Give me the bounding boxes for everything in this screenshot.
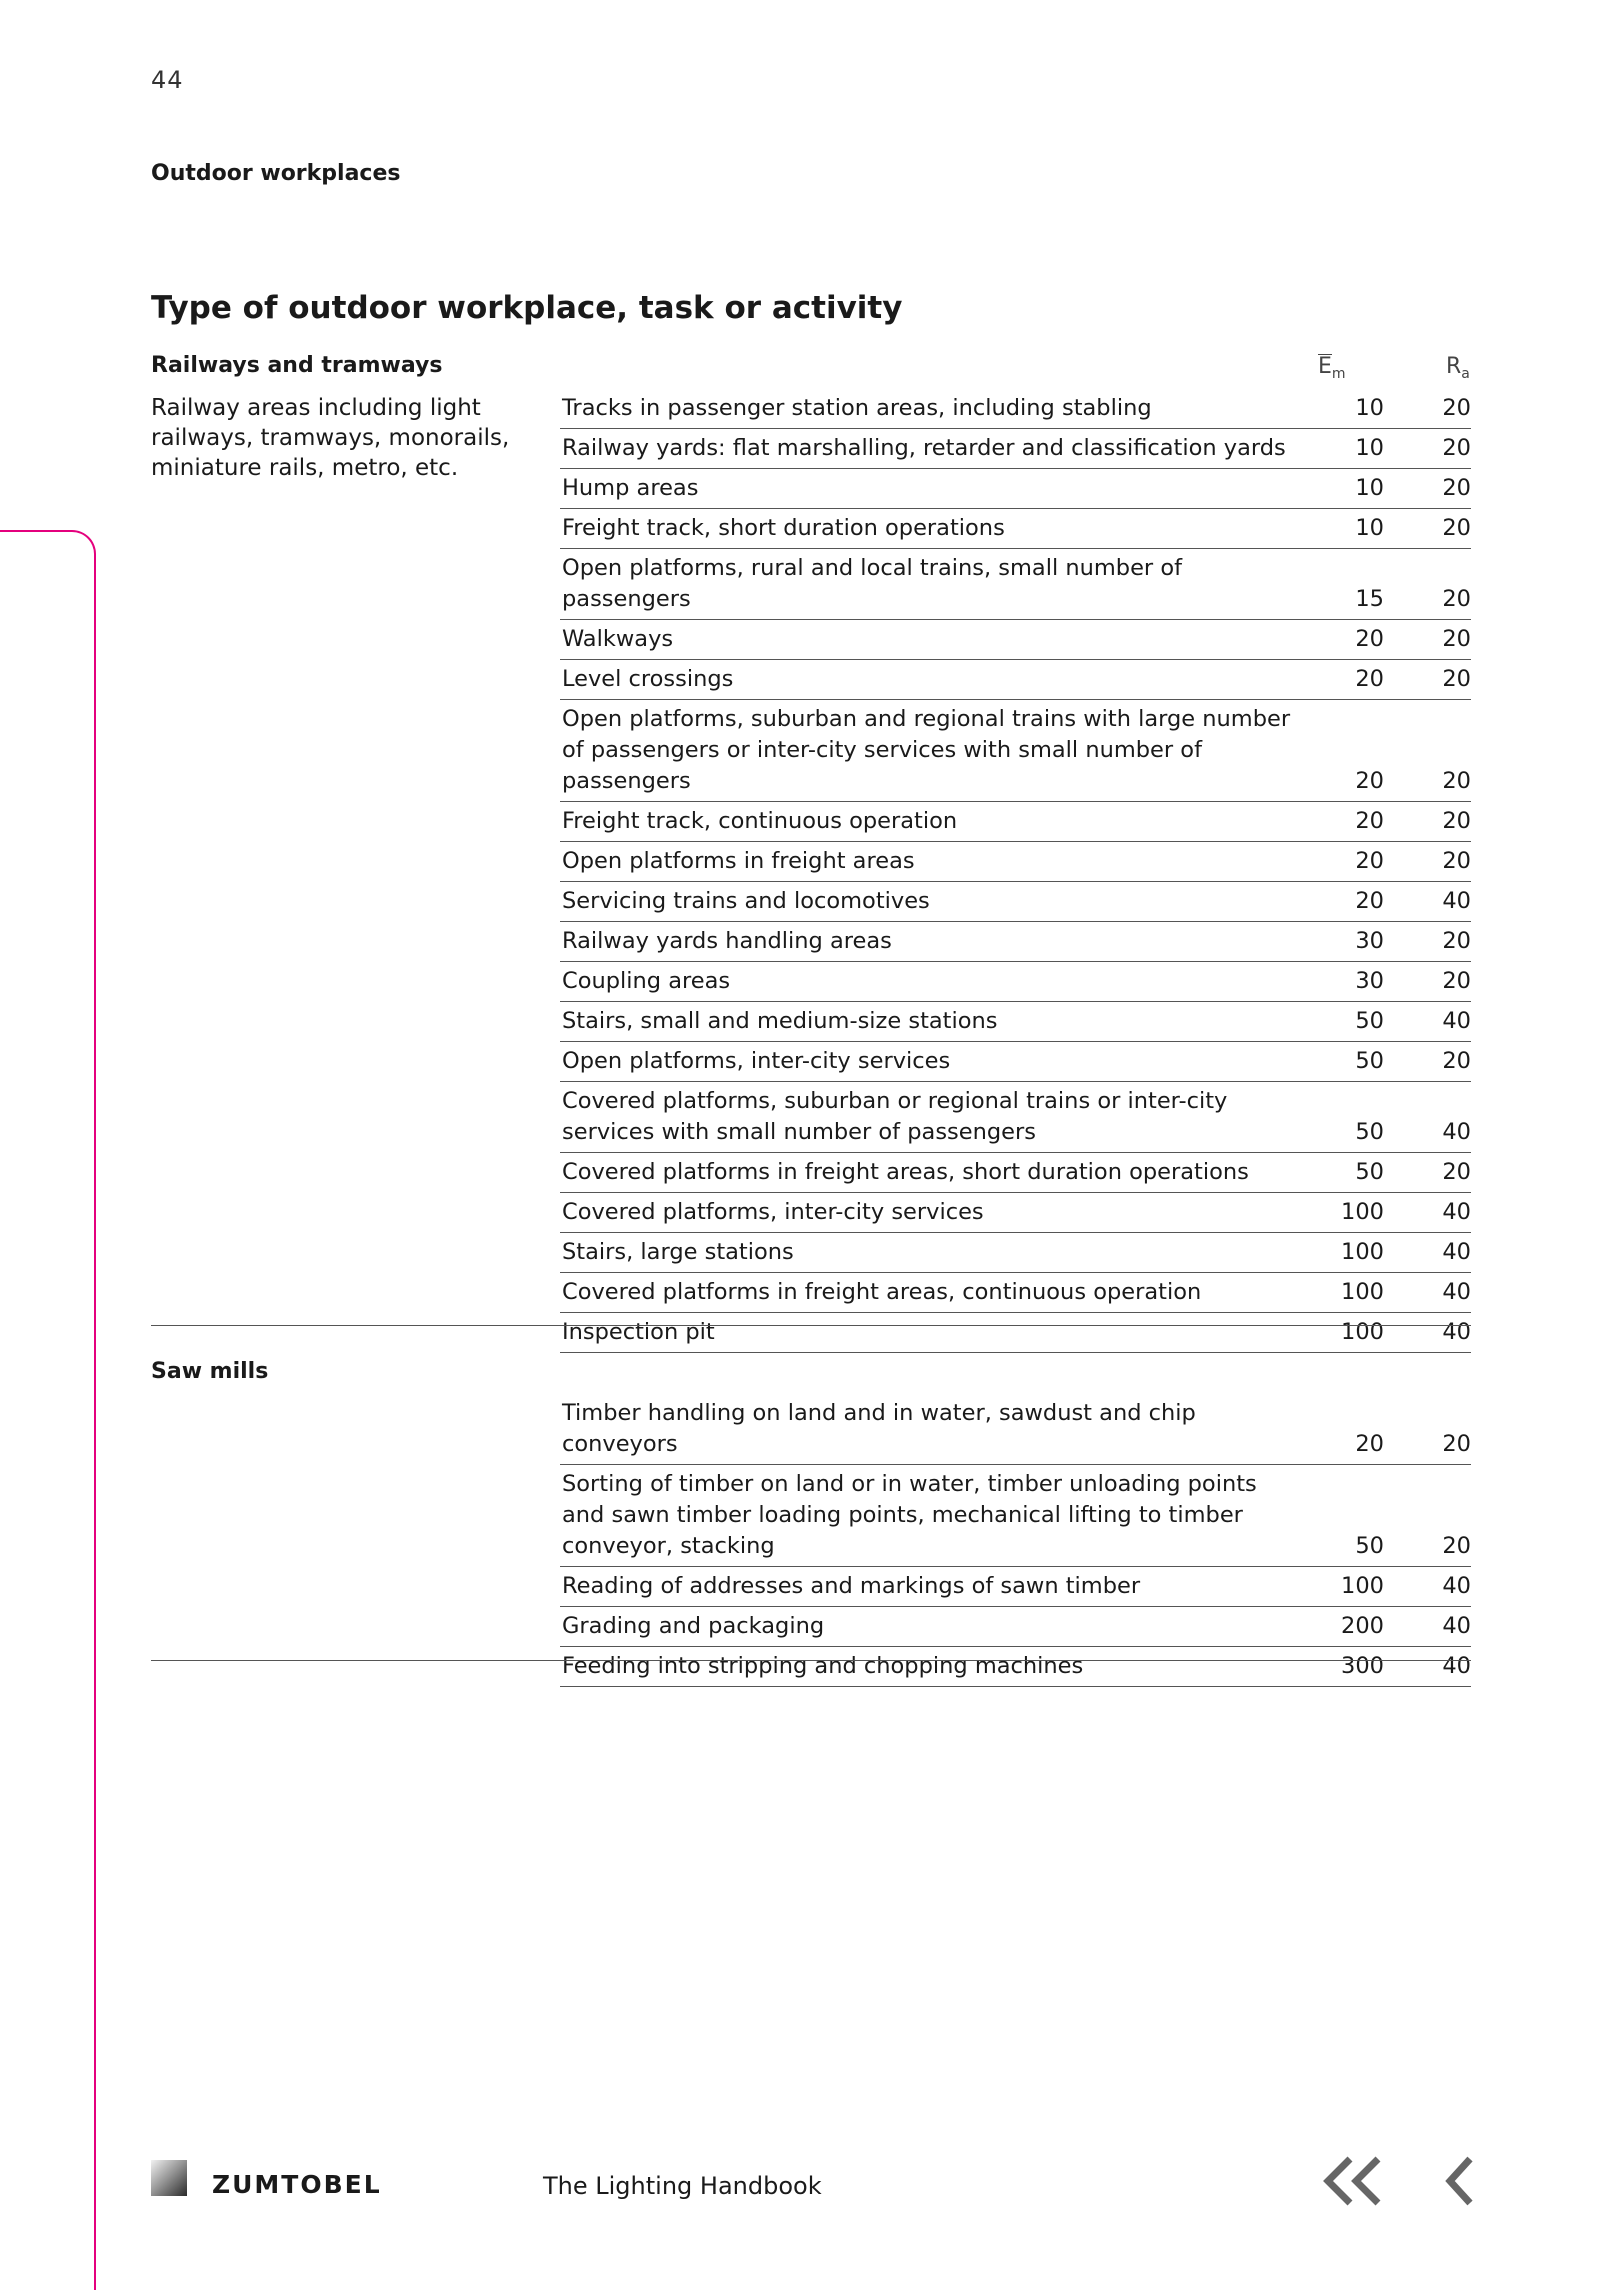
ra-value: 20 (1442, 515, 1471, 541)
table-title: Type of outdoor workplace, task or activity (151, 290, 903, 326)
ra-value: 20 (1442, 1048, 1471, 1074)
task-description: Servicing trains and locomotives (562, 888, 930, 914)
ra-value: 40 (1442, 1319, 1471, 1345)
table-row (560, 1082, 1471, 1153)
em-value: 100 (1341, 1239, 1384, 1265)
task-description: Stairs, small and medium-size stations (562, 1008, 998, 1034)
task-description: Open platforms, suburban and regional trains with large number of passengers or inter-city services with small number of passengers (562, 706, 1291, 794)
ra-value: 40 (1442, 1008, 1471, 1034)
column-header-ra: $R_a$ (1446, 354, 1470, 382)
em-value: 20 (1355, 768, 1384, 794)
em-value: 50 (1355, 1533, 1384, 1559)
ra-value: 40 (1442, 888, 1471, 914)
task-description: Hump areas (562, 475, 699, 501)
em-value: 300 (1341, 1653, 1384, 1679)
table-row (560, 700, 1471, 802)
ra-value: 40 (1442, 1613, 1471, 1639)
em-value: 100 (1341, 1199, 1384, 1225)
group-separator-railways (151, 1325, 1471, 1326)
table-row (560, 1273, 1471, 1313)
table-row (560, 962, 1471, 1002)
task-description: Freight track, short duration operations (562, 515, 1005, 541)
ra-value: 20 (1442, 928, 1471, 954)
double-chevron-left-icon[interactable] (1320, 2155, 1386, 2207)
table-row (560, 660, 1471, 700)
em-value: 100 (1341, 1573, 1384, 1599)
table-row (560, 1647, 1471, 1687)
ra-value: 20 (1442, 586, 1471, 612)
task-description: Feeding into stripping and chopping machines (562, 1653, 1084, 1679)
task-description: Covered platforms in freight areas, continuous operation (562, 1279, 1202, 1305)
table-row (560, 509, 1471, 549)
table-row (560, 620, 1471, 660)
table-row (560, 1567, 1471, 1607)
group-separator-saw-mills (151, 1660, 1471, 1661)
em-value: 200 (1341, 1613, 1384, 1639)
task-description: Grading and packaging (562, 1613, 825, 1639)
task-description: Covered platforms, inter-city services (562, 1199, 984, 1225)
ra-value: 20 (1442, 626, 1471, 652)
ra-value: 40 (1442, 1279, 1471, 1305)
table-row (560, 389, 1471, 429)
em-value: 100 (1341, 1279, 1384, 1305)
ra-value: 20 (1442, 395, 1471, 421)
task-description: Inspection pit (562, 1319, 715, 1345)
table-row (560, 1465, 1471, 1567)
task-description: Coupling areas (562, 968, 731, 994)
chevron-left-icon[interactable] (1440, 2155, 1480, 2207)
group-description-railways: Railway areas including light railways, tramways, monorails, miniature rails, metro, etc. (151, 395, 510, 481)
em-value: 10 (1355, 475, 1384, 501)
table-row (560, 429, 1471, 469)
table-row (560, 1042, 1471, 1082)
table-row (560, 922, 1471, 962)
table-row (560, 1002, 1471, 1042)
table-row (560, 842, 1471, 882)
ra-value: 20 (1442, 968, 1471, 994)
table-row (560, 549, 1471, 620)
em-value: 50 (1355, 1048, 1384, 1074)
task-description: Freight track, continuous operation (562, 808, 958, 834)
task-description: Sorting of timber on land or in water, timber unloading points and sawn timber loading points, mechanical lifting to timber conveyor, stacking (562, 1471, 1257, 1559)
em-value: 50 (1355, 1119, 1384, 1145)
em-value: 30 (1355, 968, 1384, 994)
task-description: Open platforms in freight areas (562, 848, 915, 874)
ra-value: 20 (1442, 435, 1471, 461)
ra-value: 40 (1442, 1653, 1471, 1679)
table-railways (560, 389, 1471, 1353)
table-row (560, 882, 1471, 922)
em-value: 10 (1355, 395, 1384, 421)
task-description: Covered platforms, suburban or regional trains or inter-city services with small number of passengers (562, 1088, 1228, 1145)
em-value: 20 (1355, 848, 1384, 874)
table-row (560, 802, 1471, 842)
table-row (560, 1313, 1471, 1353)
em-value: 10 (1355, 515, 1384, 541)
table-saw-mills (560, 1394, 1471, 1687)
table-row (560, 1394, 1471, 1465)
section-heading: Outdoor workplaces (151, 161, 401, 186)
table-row (560, 1233, 1471, 1273)
em-value: 50 (1355, 1008, 1384, 1034)
ra-value: 20 (1442, 475, 1471, 501)
em-value: 100 (1341, 1319, 1384, 1345)
task-description: Railway yards handling areas (562, 928, 892, 954)
em-value: 15 (1355, 586, 1384, 612)
group-heading-railways: Railways and tramways (151, 353, 443, 378)
task-description: Railway yards: flat marshalling, retarder and classification yards (562, 435, 1286, 461)
table-row (560, 1607, 1471, 1647)
em-value: 20 (1355, 666, 1384, 692)
em-value: 50 (1355, 1159, 1384, 1185)
table-row (560, 1193, 1471, 1233)
table-row (560, 1153, 1471, 1193)
ra-value: 20 (1442, 1431, 1471, 1457)
page-tab-marker (0, 530, 96, 2290)
task-description: Reading of addresses and markings of sawn timber (562, 1573, 1141, 1599)
em-value: 20 (1355, 808, 1384, 834)
column-header-em: $E_m$ (1318, 354, 1346, 382)
brand-name: ZUMTOBEL (212, 2170, 382, 2199)
table-row (560, 469, 1471, 509)
em-value: 30 (1355, 928, 1384, 954)
task-description: Covered platforms in freight areas, short duration operations (562, 1159, 1249, 1185)
em-value: 20 (1355, 1431, 1384, 1457)
ra-value: 20 (1442, 808, 1471, 834)
ra-value: 20 (1442, 1159, 1471, 1185)
em-value: 20 (1355, 888, 1384, 914)
em-value: 10 (1355, 435, 1384, 461)
ra-value: 40 (1442, 1119, 1471, 1145)
ra-value: 40 (1442, 1199, 1471, 1225)
task-description: Open platforms, rural and local trains, small number of passengers (562, 555, 1183, 612)
task-description: Open platforms, inter-city services (562, 1048, 951, 1074)
group-heading-saw-mills: Saw mills (151, 1359, 269, 1384)
ra-value: 40 (1442, 1573, 1471, 1599)
ra-value: 20 (1442, 1533, 1471, 1559)
em-value: 20 (1355, 626, 1384, 652)
ra-value: 20 (1442, 768, 1471, 794)
task-description: Timber handling on land and in water, sawdust and chip conveyors (562, 1400, 1196, 1457)
task-description: Stairs, large stations (562, 1239, 794, 1265)
zumtobel-logo-mark (151, 2160, 187, 2196)
task-description: Tracks in passenger station areas, including stabling (562, 395, 1152, 421)
ra-value: 20 (1442, 666, 1471, 692)
task-description: Walkways (562, 626, 674, 652)
ra-value: 20 (1442, 848, 1471, 874)
page-number: 44 (151, 66, 184, 94)
task-description: Level crossings (562, 666, 734, 692)
footer-title: The Lighting Handbook (543, 2172, 822, 2200)
ra-value: 40 (1442, 1239, 1471, 1265)
